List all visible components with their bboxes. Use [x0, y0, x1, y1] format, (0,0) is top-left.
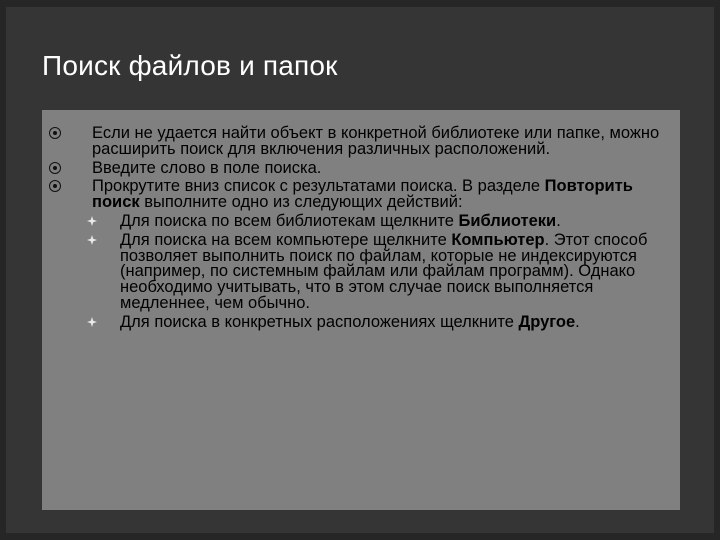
sub-bullet-text-post: . [556, 211, 561, 230]
sub-bullet-item [92, 312, 678, 331]
sub-bullet-text-post: . [575, 312, 580, 331]
sub-bullet-text-pre: Для поиска по всем библиотекам щелкните [120, 211, 459, 230]
sub-bullet-text-bold: Компьютер [451, 230, 545, 249]
bullet-item [42, 179, 678, 330]
sub-bullet-text-bold: Библиотеки [458, 211, 557, 230]
bullet-text: Если не удается найти объект в конкретной библиотеке или папке, можно расширить поиск для включения различных расположений. [92, 124, 660, 158]
bullet-list [42, 126, 678, 331]
bullet-text-post: выполните одно из следующих действий: [139, 193, 463, 212]
sub-bullet-text-post: . Этот способ позволяет выполнить поиск по файлам, которые не индексируются (например, по системным файлам или файлам программ). Однако необходимо учитывать, что в этом случае поиск выполняется медленнее, чем обычно. [120, 230, 648, 312]
bullet-text-bold: Повторить поиск [92, 177, 633, 212]
frame-top [0, 0, 720, 7]
diamond-star-bullet-icon [87, 216, 97, 226]
slide-title: Поиск файлов и папок [42, 50, 338, 81]
sub-bullet-item [92, 230, 678, 312]
bullet-item [42, 126, 678, 158]
bullet-text: Введите слово в поле поиска. [92, 158, 322, 177]
bullet-item [42, 158, 678, 177]
sub-bullet-text-pre: Для поиска на всем компьютере щелкните [120, 230, 452, 249]
frame-left [0, 0, 6, 540]
frame-right [714, 0, 720, 540]
circled-dot-bullet-icon [49, 127, 61, 139]
sub-bullet-item [92, 211, 678, 230]
bullet-text-pre: Прокрутите вниз список с результатами поиска. В разделе [92, 177, 545, 196]
sub-bullet-text-bold: Другое [518, 312, 576, 331]
diamond-star-bullet-icon [87, 317, 97, 327]
circled-dot-bullet-icon [49, 180, 61, 192]
frame-bottom [0, 533, 720, 540]
circled-dot-bullet-icon [49, 162, 61, 174]
sub-bullet-text-pre: Для поиска в конкретных расположениях щелкните [120, 312, 519, 331]
diamond-star-bullet-icon [87, 235, 97, 245]
